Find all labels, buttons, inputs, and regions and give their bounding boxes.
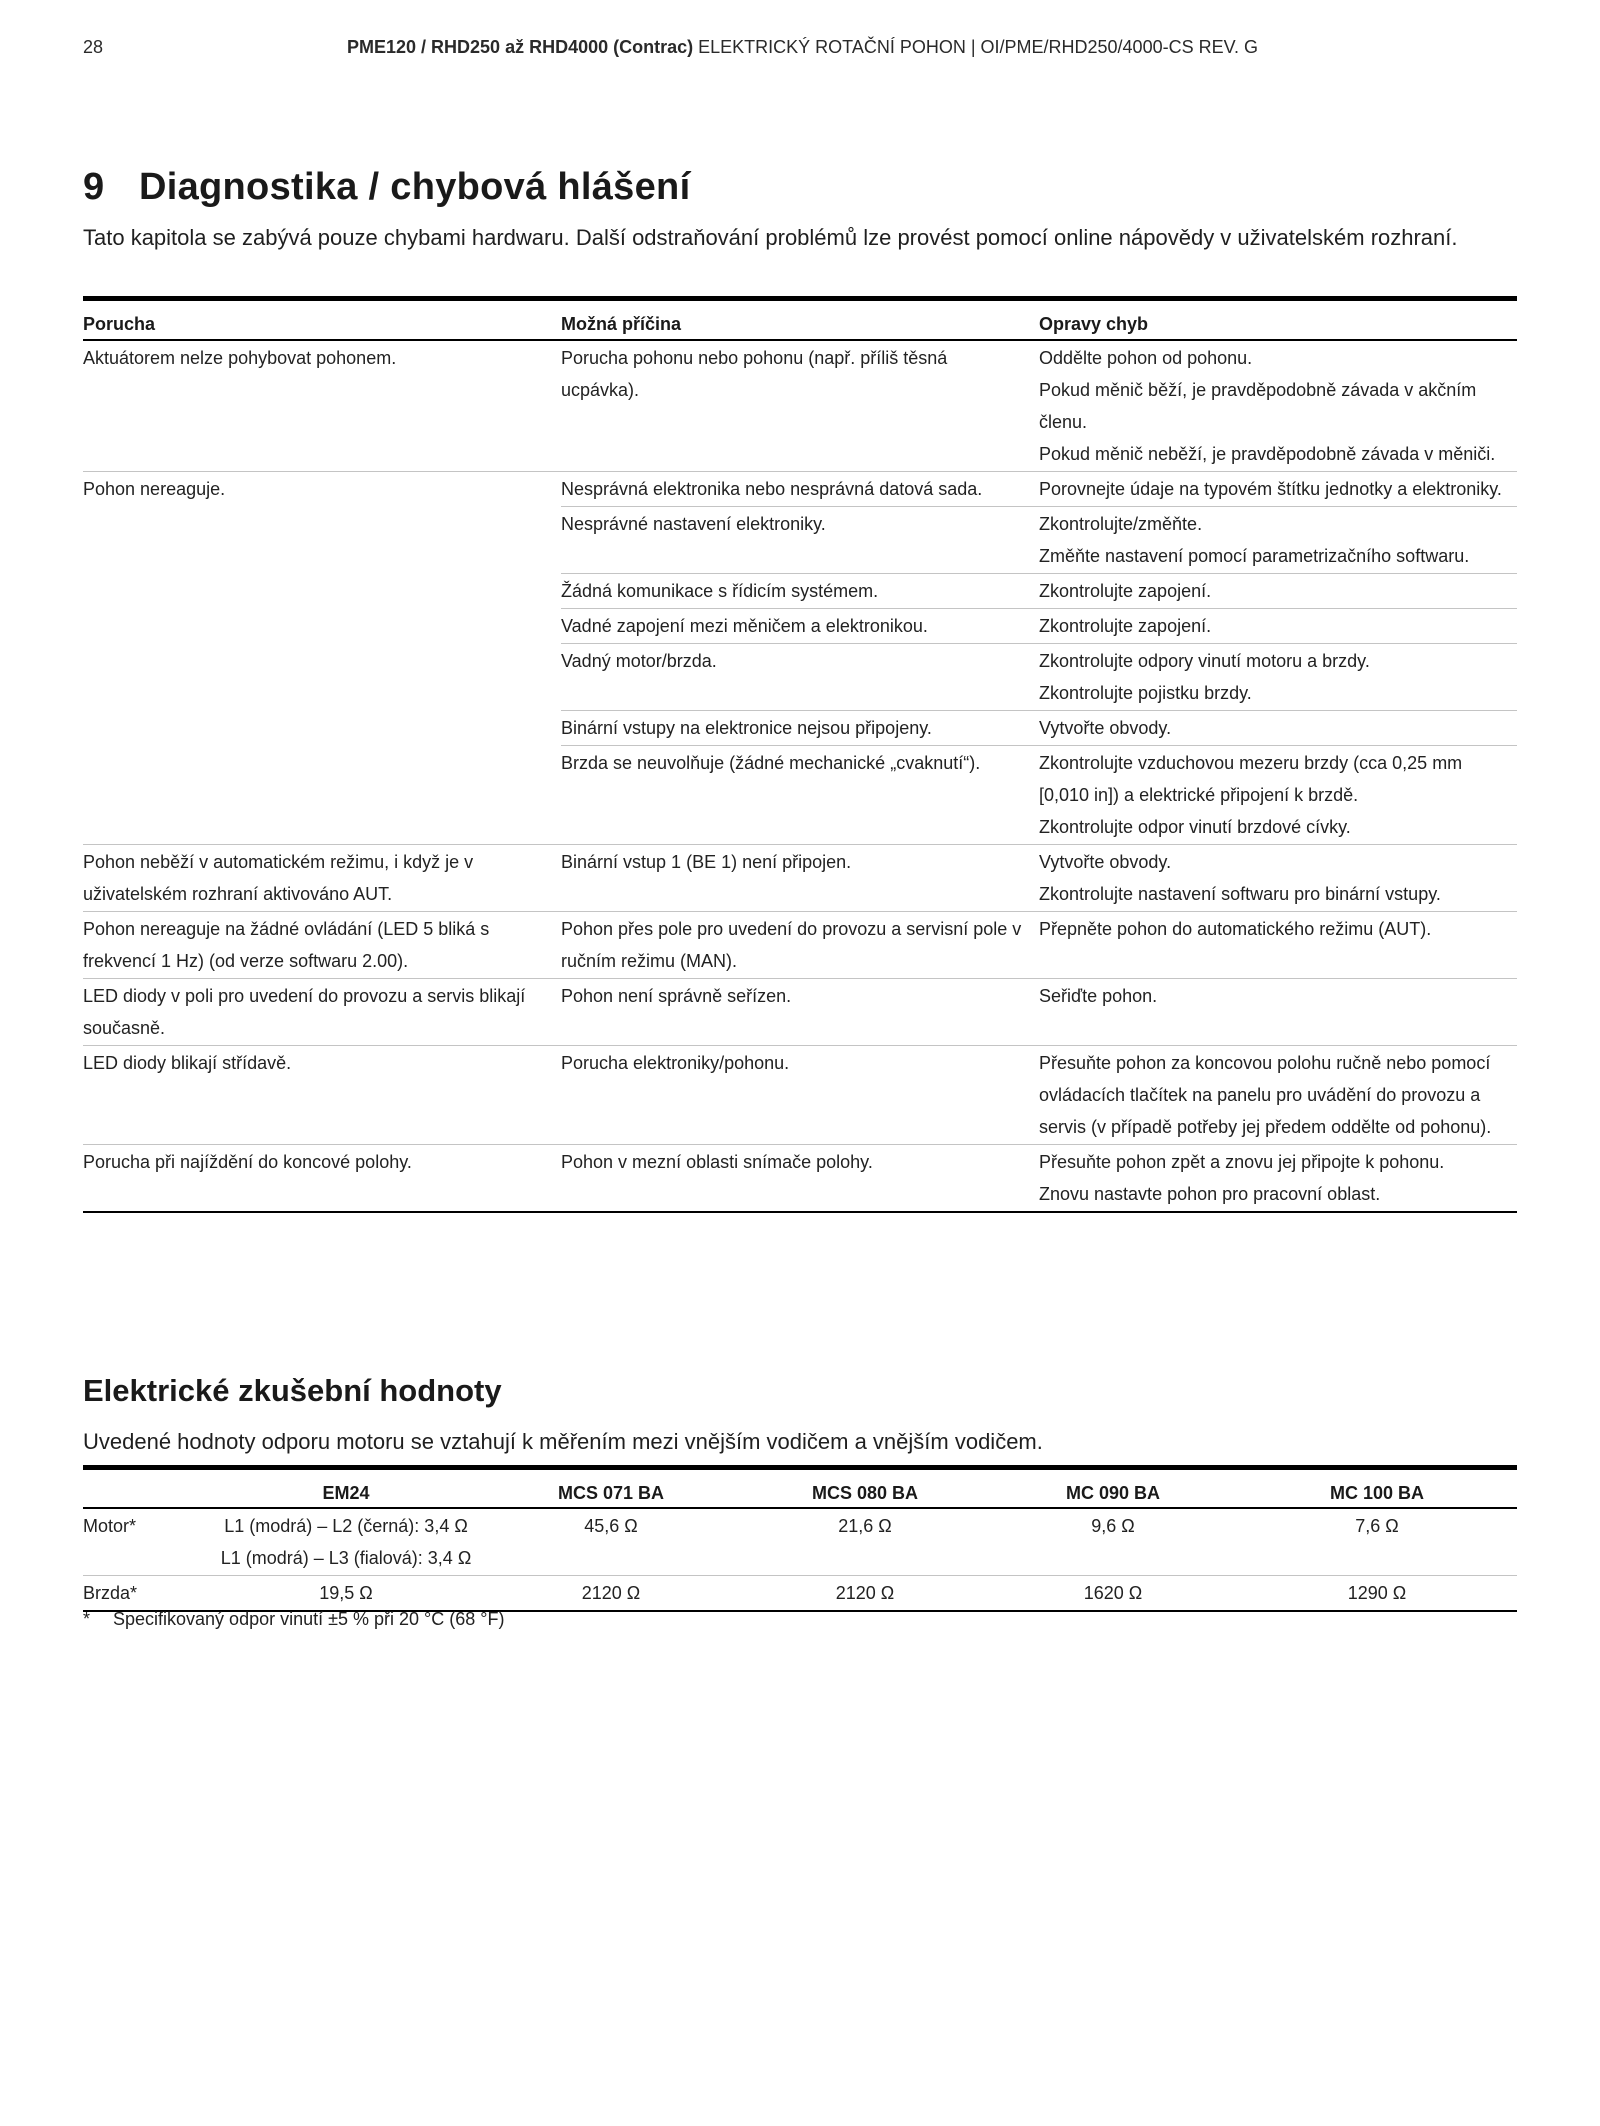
remedy-line: Zkontrolujte pojistku brzdy. [1039,683,1252,703]
fault-cell: Porucha při najíždění do koncové polohy. [83,1145,561,1213]
table-row [83,1145,1517,1213]
cause-cell: Brzda se neuvolňuje (žádné mechanické „cvaknutí“). [561,746,1039,845]
remedy-cell [1039,644,1517,711]
cause-cell: Vadné zapojení mezi měničem a elektronikou. [561,609,1039,644]
test-values-intro: Uvedené hodnoty odporu motoru se vztahují k měřením mezi vnějším vodičem a vnějším vodičem. [83,1429,1043,1454]
column-header-blank [83,1468,211,1509]
remedy-line: Zkontrolujte/změňte. [1039,514,1203,534]
remedy-line: Pokud měnič běží, je pravděpodobně závada v akčním členu. [1039,380,1477,432]
motor-label: Motor* [83,1516,137,1536]
fault-cell: Aktuátorem nelze pohybovat pohonem. [83,348,397,368]
cause-cell: Binární vstup 1 (BE 1) není připojen. [561,845,1039,912]
brake-em24: 19,5 Ω [211,1576,481,1612]
motor-mc100: 7,6 Ω [1355,1516,1399,1536]
column-header-mcs080: MCS 080 BA [741,1468,989,1509]
cause-cell: Pohon není správně seřízen. [561,979,1039,1046]
remedy-line: Zkontrolujte odpory vinutí motoru a brzdy. [1039,651,1370,671]
remedy-cell [1039,845,1517,912]
brake-mcs080: 2120 Ω [741,1576,989,1612]
table-row [83,912,1517,979]
remedy-cell [1039,1046,1517,1145]
brake-mc090: 1620 Ω [989,1576,1237,1612]
remedy-line: Přesuňte pohon za koncovou polohu ručně nebo pomocí ovládacích tlačítek na panelu pro uvádění do provozu a servis (v případě potřeby jej předem oddělte od pohonu). [1039,1053,1492,1137]
remedy-line: Vytvořte obvody. [1039,718,1172,738]
cause-cell: Vadný motor/brzda. [561,644,1039,711]
fault-cell: Pohon nereaguje. [83,472,561,845]
running-title [347,37,1258,58]
column-header-mc100: MC 100 BA [1237,1468,1517,1509]
motor-mcs080: 21,6 Ω [838,1516,892,1536]
fault-table-body [83,340,1517,1212]
cause-cell: Nesprávná elektronika nebo nesprávná datová sada. [561,472,1039,507]
remedy-line: Vytvořte obvody. [1039,852,1172,872]
brake-mc100: 1290 Ω [1237,1576,1517,1612]
remedy-cell [1039,746,1517,845]
motor-em24-l1-l3: L1 (modrá) – L3 (fialová): 3,4 Ω [220,1548,472,1568]
brake-mcs071: 2120 Ω [481,1576,741,1612]
remedy-line: Zkontrolujte nastavení softwaru pro binární vstupy. [1039,884,1441,904]
remedy-cell [1039,609,1517,644]
column-header-remedy: Opravy chyb [1039,299,1517,341]
remedy-line: Přepněte pohon do automatického režimu (AUT). [1039,919,1432,939]
remedy-line: Změňte nastavení pomocí parametrizačního softwaru. [1039,546,1470,566]
table-row [83,340,1517,472]
brake-row [83,1576,1517,1612]
table-row [83,1046,1517,1145]
table-row [83,472,1517,507]
cause-cell: Binární vstupy na elektronice nejsou připojeny. [561,711,1039,746]
cause-cell: Pohon v mezní oblasti snímače polohy. [561,1145,1039,1213]
brake-label: Brzda* [83,1576,211,1612]
page-header [83,37,1517,63]
running-title-product: PME120 / RHD250 až RHD4000 (Contrac) [347,37,694,57]
table-row [83,979,1517,1046]
motor-row [83,1508,1517,1576]
footnote-text: Specifikovaný odpor vinutí ±5 % při 20 °C (68 °F) [113,1609,505,1629]
column-header-fault: Porucha [83,299,561,341]
section-title: Diagnostika / chybová hlášení [139,166,691,208]
cause-cell: Žádná komunikace s řídicím systémem. [561,574,1039,609]
remedy-cell [1039,979,1517,1046]
page-number: 28 [83,37,104,57]
motor-em24-l1-l2: L1 (modrá) – L2 (černá): 3,4 Ω [224,1516,468,1536]
remedy-line: Zkontrolujte vzduchovou mezeru brzdy (cca 0,25 mm [0,010 in]) a elektrické připojení k brzdě. [1039,753,1463,805]
footnote [83,1609,504,1630]
remedy-cell [1039,472,1517,507]
fault-cell: Pohon neběží v automatickém režimu, i když je v uživatelském rozhraní aktivováno AUT. [83,845,561,912]
remedy-line: Zkontrolujte odpor vinutí brzdové cívky. [1039,817,1351,837]
test-values-header [83,1468,1517,1509]
remedy-cell [1039,507,1517,574]
test-values-table [83,1465,1517,1612]
remedy-line: Zkontrolujte zapojení. [1039,616,1212,636]
remedy-line: Přesuňte pohon zpět a znovu jej připojte k pohonu. [1039,1152,1445,1172]
column-header-mc090: MC 090 BA [989,1468,1237,1509]
running-title-doc: ELEKTRICKÝ ROTAČNÍ POHON | OI/PME/RHD250/4000-CS REV. G [693,37,1258,57]
cause-cell: Porucha pohonu nebo pohonu (např. příliš těsná ucpávka). [561,348,948,400]
column-header-cause: Možná příčina [561,299,1039,341]
column-header-em24: EM24 [211,1468,481,1509]
section-intro: Tato kapitola se zabývá pouze chybami hardwaru. Další odstraňování problémů lze provést pomocí online nápovědy v uživatelském rozhraní. [83,225,1458,250]
table-row [83,845,1517,912]
remedy-cell [1039,711,1517,746]
remedy-cell [1039,912,1517,979]
remedy-cell [1039,574,1517,609]
column-header-mcs071: MCS 071 BA [481,1468,741,1509]
motor-em24 [211,1508,481,1576]
footnote-mark: * [83,1609,91,1629]
cause-cell: Pohon přes pole pro uvedení do provozu a servisní pole v ručním režimu (MAN). [561,912,1039,979]
fault-cell: LED diody v poli pro uvedení do provozu a servis blikají současně. [83,979,561,1046]
section-heading [83,166,690,209]
fault-cell: Pohon nereaguje na žádné ovládání (LED 5 bliká s frekvencí 1 Hz) (od verze softwaru 2.00). [83,912,561,979]
remedy-line: Znovu nastavte pohon pro pracovní oblast. [1039,1184,1381,1204]
test-values-heading: Elektrické zkušební hodnoty [83,1373,502,1408]
section-number: 9 [83,166,105,208]
remedy-cell [1039,1145,1517,1213]
cause-cell: Nesprávné nastavení elektroniky. [561,507,1039,574]
cause-cell: Porucha elektroniky/pohonu. [561,1046,1039,1145]
remedy-line: Oddělte pohon od pohonu. [1039,348,1253,368]
fault-cell: LED diody blikají střídavě. [83,1046,561,1145]
remedy-line: Porovnejte údaje na typovém štítku jednotky a elektroniky. [1039,479,1502,499]
fault-table [83,296,1517,1213]
remedy-line: Zkontrolujte zapojení. [1039,581,1212,601]
motor-mcs071: 45,6 Ω [584,1516,638,1536]
motor-mc090: 9,6 Ω [1091,1516,1135,1536]
remedy-line: Pokud měnič neběží, je pravděpodobně závada v měniči. [1039,444,1496,464]
remedy-cell [1039,340,1517,472]
fault-table-header [83,299,1517,341]
remedy-line: Seřiďte pohon. [1039,986,1158,1006]
